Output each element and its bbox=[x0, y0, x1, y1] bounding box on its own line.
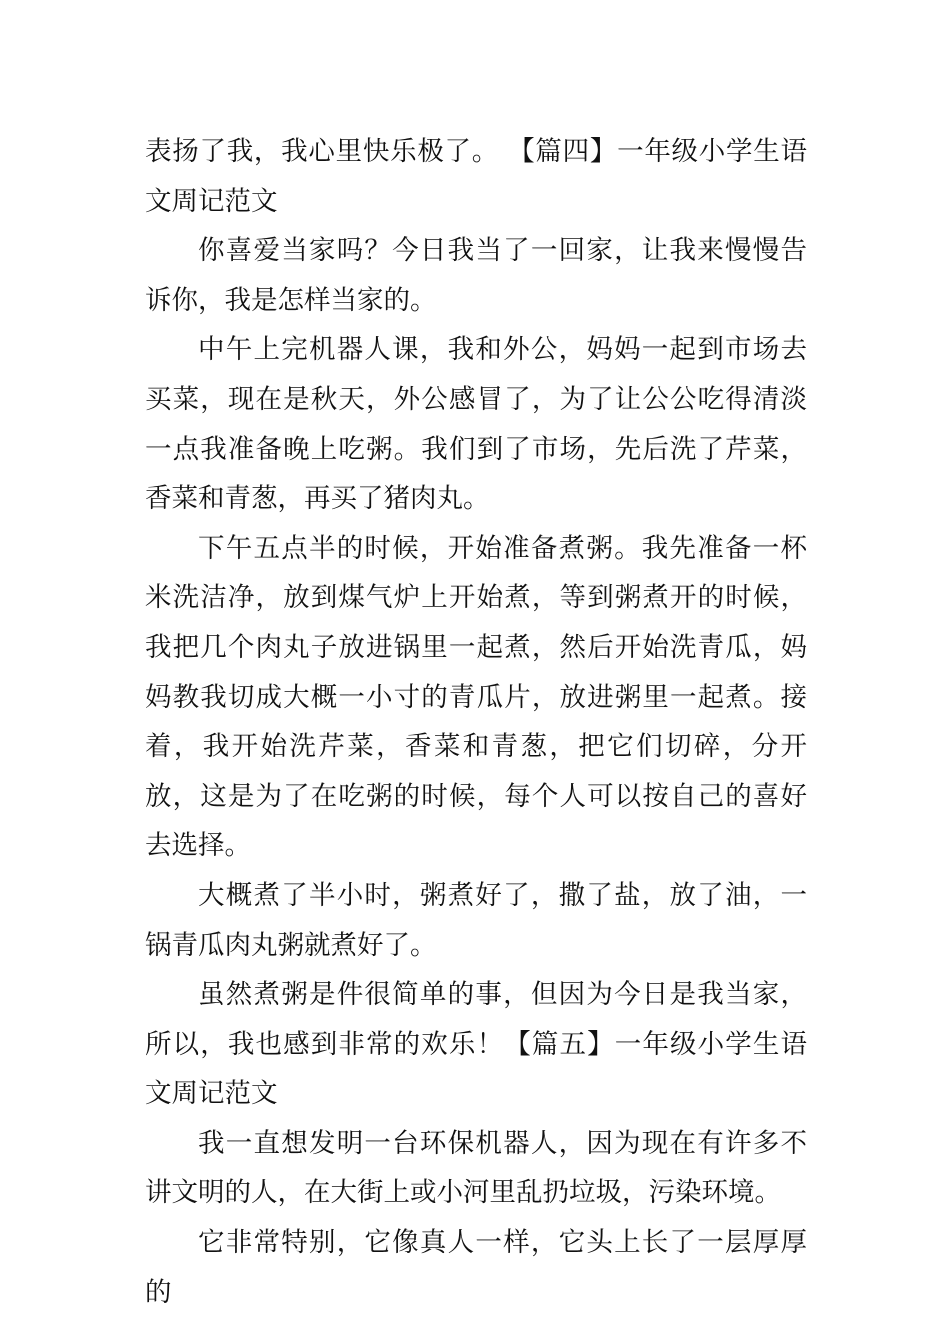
paragraph-3: 中午上完机器人课，我和外公，妈妈一起到市场去买菜，现在是秋天，外公感冒了，为了让公公吃得清淡一点我准备晚上吃粥。我们到了市场，先后洗了芹菜，香菜和青葱，再买了猪肉丸。 bbox=[145, 334, 807, 515]
paragraph-2: 你喜爱当家吗？今日我当了一回家，让我来慢慢告诉你，我是怎样当家的。 bbox=[145, 235, 807, 316]
paragraph-7: 我一直想发明一台环保机器人，因为现在有许多不讲文明的人，在大街上或小河里乱扔垃圾，污染环境。 bbox=[145, 1127, 807, 1209]
paragraph-6: 虽然煮粥是件很简单的事，但因为今日是我当家，所以，我也感到非常的欢乐！【篇五】一年级小学生语文周记范文 bbox=[145, 979, 807, 1110]
paragraph-1: 表扬了我，我心里快乐极了。 【篇四】一年级小学生语文周记范文 bbox=[145, 136, 807, 217]
paragraph-5: 大概煮了半小时，粥煮好了，撒了盐，放了油，一锅青瓜肉丸粥就煮好了。 bbox=[145, 879, 807, 961]
paragraph-8: 它非常特别，它像真人一样，它头上长了一层厚厚的 bbox=[145, 1227, 807, 1308]
paragraph-4: 下午五点半的时候，开始准备煮粥。我先准备一杯米洗洁净，放到煤气炉上开始煮，等到粥煮开的时候，我把几个肉丸子放进锅里一起煮，然后开始洗青瓜，妈妈教我切成大概一小寸的青瓜片，放进粥里一起煮。接着，我开始洗芹菜，香菜和青葱，把它们切碎，分开放，这是为了在吃粥的时候，每个人可以按自己的喜好去选择。 bbox=[145, 532, 807, 862]
text-column bbox=[145, 127, 807, 1317]
